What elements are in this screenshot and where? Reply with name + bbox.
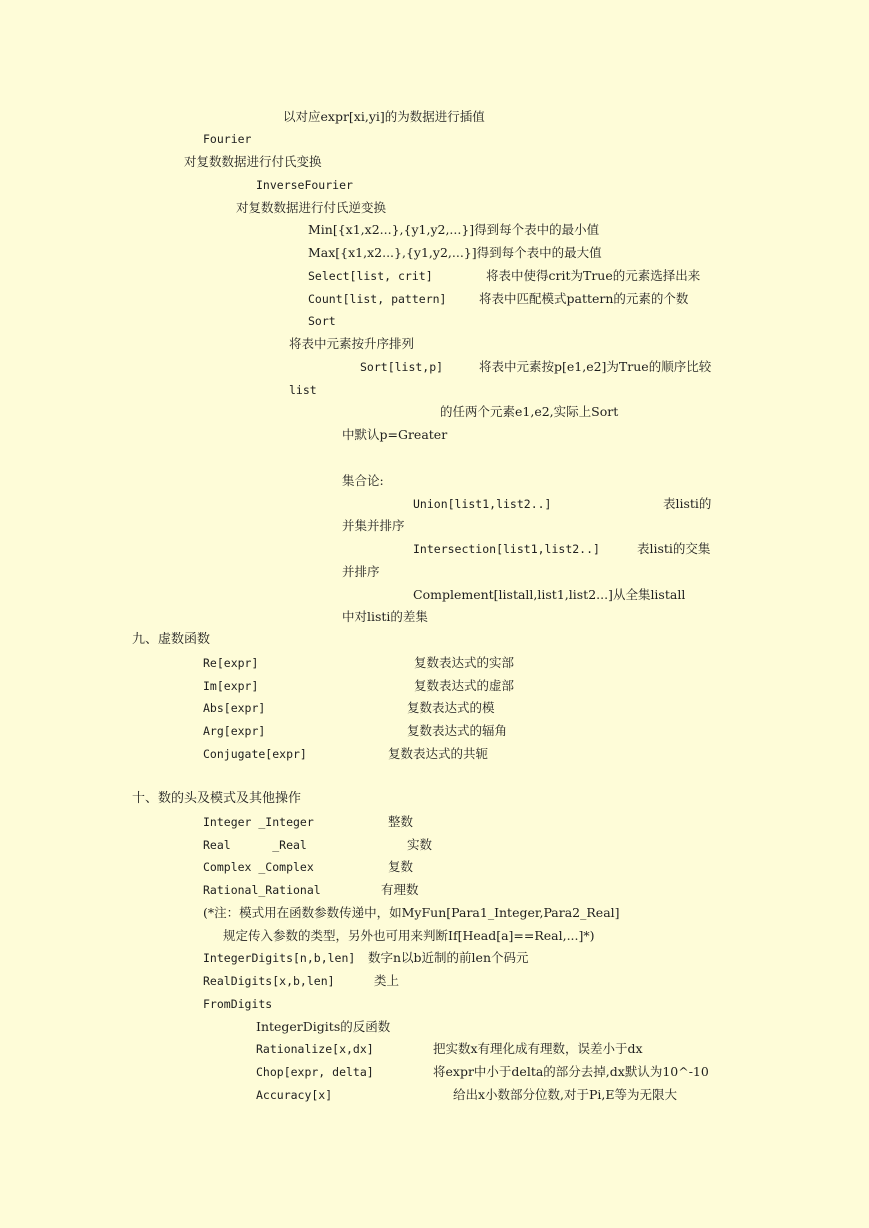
text-from-digits-desc: IntegerDigits的反函数 <box>256 1019 391 1034</box>
text-arg-desc: 复数表达式的辐角 <box>407 723 508 738</box>
fn-complement: Complement[listall,list1,list2...]从全集listall <box>413 587 686 602</box>
text-im-desc: 复数表达式的虚部 <box>414 678 515 693</box>
fn-re: Re[expr] <box>203 656 259 670</box>
fn-from-digits: FromDigits <box>203 997 273 1011</box>
text-abs-desc: 复数表达式的模 <box>407 700 495 715</box>
text-rational-desc: 有理数 <box>381 882 419 897</box>
fn-inverse-fourier: InverseFourier <box>256 178 353 192</box>
fn-rational: Rational_Rational <box>203 883 321 897</box>
text-sort-desc: 将表中元素按升序排列 <box>289 336 415 351</box>
fn-select: Select[list, crit] <box>308 269 433 283</box>
text-fourier-desc: 对复数数据进行付氏变换 <box>184 154 322 169</box>
fn-min: Min[{x1,x2...},{y1,y2,...}]得到每个表中的最小值 <box>308 222 600 237</box>
fn-real-digits: RealDigits[x,b,len] <box>203 974 335 988</box>
fn-fourier: Fourier <box>203 132 252 146</box>
fn-sort-p: Sort[list,p] <box>360 360 444 374</box>
fn-accuracy: Accuracy[x] <box>256 1088 333 1102</box>
text-count-desc: 将表中匹配模式pattern的元素的个数 <box>479 291 689 306</box>
fn-sort: Sort <box>308 314 336 328</box>
text-sort-default: 中默认p=Greater <box>342 427 448 442</box>
fn-arg: Arg[expr] <box>203 724 266 738</box>
text-pattern-note: (*注：模式用在函数参数传递中，如MyFun[Para1_Integer,Para2_Real] <box>203 905 620 920</box>
text-real-desc: 实数 <box>407 837 433 852</box>
section-heading-complex-functions: 九、虚数函数 <box>132 632 211 647</box>
section-set-theory: 集合论: <box>342 473 384 488</box>
fn-im: Im[expr] <box>203 679 259 693</box>
fn-conjugate: Conjugate[expr] <box>203 747 307 761</box>
text-re-desc: 复数表达式的实部 <box>414 655 515 670</box>
text-integer-desc: 整数 <box>388 814 414 829</box>
text-union-desc: 表listi的 <box>663 496 712 511</box>
text-integer-digits-desc: 数字n以b近制的前len个码元 <box>368 950 529 965</box>
text-accuracy-desc: 给出x小数部分位数,对于Pi,E等为无限大 <box>453 1087 678 1102</box>
fn-real: Real _Real <box>203 838 307 852</box>
fn-complex: Complex _Complex <box>203 860 314 874</box>
text-inverse-fourier-desc: 对复数数据进行付氏逆变换 <box>236 200 387 215</box>
text-complement-desc: 中对listi的差集 <box>342 609 428 624</box>
text-complex-desc: 复数 <box>388 859 414 874</box>
text-interpolation-note: 以对应expr[xi,yi]的为数据进行插值 <box>283 109 485 124</box>
fn-integer-digits: IntegerDigits[n,b,len] <box>203 951 356 965</box>
text-union-desc-2: 并集并排序 <box>342 518 405 533</box>
text-conjugate-desc: 复数表达式的共轭 <box>388 746 489 761</box>
text-sort-p-desc: 将表中元素按p[e1,e2]为True的顺序比较 <box>479 359 712 374</box>
fn-count: Count[list, pattern] <box>308 292 447 306</box>
text-intersection-desc: 表listi的交集 <box>637 541 711 556</box>
fn-chop: Chop[expr, delta] <box>256 1065 374 1079</box>
text-select-desc: 将表中使得crit为True的元素选择出来 <box>486 268 701 283</box>
text-list: list <box>289 383 317 397</box>
fn-max: Max[{x1,x2...},{y1,y2,...}]得到每个表中的最大值 <box>308 245 602 260</box>
fn-union: Union[list1,list2..] <box>413 497 552 511</box>
text-rationalize-desc: 把实数x有理化成有理数，误差小于dx <box>433 1041 643 1056</box>
text-sort-p-desc-2: 的任两个元素e1,e2,实际上Sort <box>440 404 619 419</box>
fn-integer: Integer _Integer <box>203 815 314 829</box>
text-pattern-note-2: 规定传入参数的类型，另外也可用来判断If[Head[a]==Real,...]*) <box>223 928 595 943</box>
text-real-digits-desc: 类上 <box>374 973 400 988</box>
text-intersection-desc-2: 并排序 <box>342 564 380 579</box>
text-chop-desc: 将expr中小于delta的部分去掉,dx默认为10^-10 <box>433 1064 709 1079</box>
fn-intersection: Intersection[list1,list2..] <box>413 542 600 556</box>
fn-abs: Abs[expr] <box>203 701 266 715</box>
section-heading-number-heads: 十、数的头及模式及其他操作 <box>132 791 302 806</box>
fn-rationalize: Rationalize[x,dx] <box>256 1042 374 1056</box>
